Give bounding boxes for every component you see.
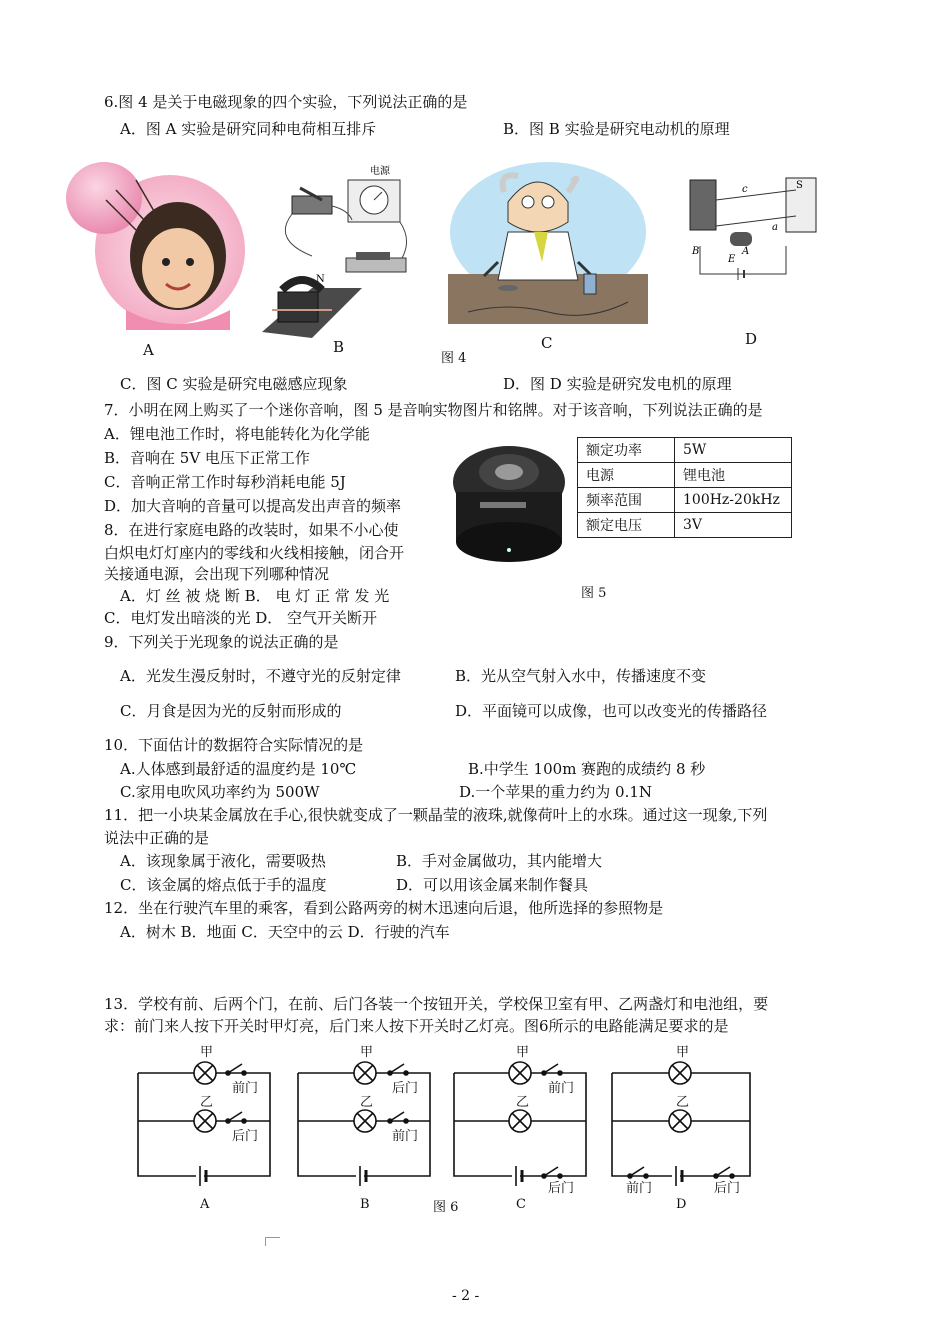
spec-key: 额定电压 — [578, 513, 675, 538]
a-yi: 乙 — [200, 1095, 214, 1110]
figure-6-circuits — [130, 1040, 770, 1220]
d-letter-s: S — [796, 180, 803, 191]
q9-stem: 9．下列关于光现象的说法正确的是 — [104, 633, 339, 651]
q9-option-d: D．平面镜可以成像，也可以改变光的传播路径 — [455, 702, 768, 720]
q7-option-b: B．音响在 5V 电压下正常工作 — [104, 449, 310, 467]
q11-line2: 说法中正确的是 — [104, 829, 210, 847]
corner-mark — [265, 1237, 280, 1246]
figure-4d-generator — [686, 170, 826, 280]
q12-stem: 12．坐在行驶汽车里的乘客，看到公路两旁的树木迅速向后退，他所选择的参照物是 — [104, 899, 664, 917]
c-back: 后门 — [548, 1181, 575, 1196]
q7-option-d: D．加大音响的音量可以提高发出声音的频率 — [104, 497, 402, 515]
figure-4b-apparatus — [252, 160, 432, 350]
d-letter-a2: A — [742, 246, 750, 257]
q13-line1: 13．学校有前、后两个门，在前、后门各装一个按钮开关，学校保卫室有甲、乙两盏灯和电池组，要 — [104, 995, 769, 1013]
figure-4-caption: 图 4 — [441, 351, 467, 366]
circuit-d — [612, 1062, 750, 1186]
c-jia: 甲 — [516, 1045, 530, 1060]
d-letter-c: c — [742, 184, 748, 195]
c-yi: 乙 — [516, 1095, 530, 1110]
d-yi: 乙 — [676, 1095, 690, 1110]
c-front: 前门 — [548, 1081, 575, 1096]
spec-key: 额定功率 — [578, 438, 675, 463]
q10-option-c: C.家用电吹风功率约为 500W — [120, 783, 320, 801]
spec-key: 频率范围 — [578, 488, 675, 513]
q6-stem: 6.图 4 是关于电磁现象的四个实验，下列说法正确的是 — [104, 93, 468, 111]
d-letter-b: B — [692, 246, 700, 257]
page-number: - 2 - — [452, 1288, 480, 1304]
figure-6-caption: 图 6 — [433, 1200, 459, 1215]
figure-5-speaker — [450, 442, 568, 566]
spec-value: 3V — [675, 513, 792, 538]
d-back: 后门 — [714, 1181, 741, 1196]
power-label: 电源 — [370, 166, 390, 177]
spec-value: 100Hz-20kHz — [675, 488, 792, 513]
spec-row — [578, 513, 792, 538]
a-front: 前门 — [232, 1081, 259, 1096]
q8-options-ab: A．灯 丝 被 烧 断 B． 电 灯 正 常 发 光 — [120, 587, 390, 605]
q8-line3: 关接通电源，会出现下列哪种情况 — [104, 565, 330, 583]
b-front: 前门 — [392, 1129, 419, 1144]
q11-option-d: D．可以用该金属来制作餐具 — [396, 876, 589, 894]
spec-value: 锂电池 — [675, 463, 792, 488]
q6-option-b: B．图 B 实验是研究电动机的原理 — [503, 120, 730, 138]
spec-row — [578, 488, 792, 513]
spec-row — [578, 438, 792, 463]
q8-line1: 8．在进行家庭电路的改装时，如果不小心使 — [104, 521, 399, 539]
q8-options-cd: C．电灯发出暗淡的光 D． 空气开关断开 — [104, 609, 378, 627]
spec-value: 5W — [675, 438, 792, 463]
q10-option-b: B.中学生 100m 赛跑的成绩约 8 秒 — [468, 760, 706, 778]
d-letter-e: E — [728, 254, 736, 265]
q10-option-a: A.人体感到最舒适的温度约是 10℃ — [120, 760, 357, 778]
q7-option-a: A．锂电池工作时，将电能转化为化学能 — [104, 425, 370, 443]
q10-option-d: D.一个苹果的重力约为 0.1N — [459, 783, 653, 801]
north-pole-label: N — [316, 274, 325, 285]
q9-option-c: C．月食是因为光的反射而形成的 — [120, 702, 342, 720]
figure-4d-label: D — [745, 330, 758, 348]
q9-option-b: B．光从空气射入水中，传播速度不变 — [455, 667, 707, 685]
figure-4c-label: C — [541, 334, 553, 352]
d-jia: 甲 — [676, 1045, 690, 1060]
figure-4a-balloon-girl — [66, 160, 246, 330]
b-jia: 甲 — [360, 1045, 374, 1060]
a-jia: 甲 — [200, 1045, 214, 1060]
q11-line1: 11．把一小块某金属放在手心,很快就变成了一颗晶莹的液珠,就像荷叶上的水珠。通过这一现象,下列 — [104, 806, 768, 824]
figure-4a-label: A — [143, 341, 154, 359]
b-back: 后门 — [392, 1081, 419, 1096]
a-back: 后门 — [232, 1129, 259, 1144]
q6-option-c: C．图 C 实验是研究电磁感应现象 — [120, 375, 348, 393]
speaker-spec-table — [577, 437, 792, 538]
figure-4c-scientist — [448, 162, 648, 332]
q10-stem: 10．下面估计的数据符合实际情况的是 — [104, 736, 364, 754]
q12-options: A．树木 B．地面 C．天空中的云 D．行驶的汽车 — [120, 923, 450, 941]
q9-option-a: A．光发生漫反射时，不遵守光的反射定律 — [120, 667, 401, 685]
b-label: B — [360, 1197, 370, 1212]
q6-option-d: D．图 D 实验是研究发电机的原理 — [503, 375, 732, 393]
spec-row — [578, 463, 792, 488]
a-label: A — [200, 1197, 210, 1212]
b-yi: 乙 — [360, 1095, 374, 1110]
q6-option-a: A．图 A 实验是研究同种电荷相互排斥 — [120, 120, 377, 138]
spec-key: 电源 — [578, 463, 675, 488]
d-front: 前门 — [626, 1181, 653, 1196]
q13-line2: 求：前门来人按下开关时甲灯亮，后门来人按下开关时乙灯亮。图6所示的电路能满足要求的是 — [104, 1017, 729, 1035]
d-letter-a: a — [772, 222, 778, 233]
q7-option-c: C．音响正常工作时每秒消耗电能 5J — [104, 473, 346, 491]
q7-stem: 7．小明在网上购买了一个迷你音响，图 5 是音响实物图片和铭牌。对于该音响，下列说法正确的是 — [104, 401, 763, 419]
q8-line2: 白炽电灯灯座内的零线和火线相接触，闭合开 — [104, 544, 405, 562]
d-label: D — [676, 1197, 687, 1212]
q11-option-c: C．该金属的熔点低于手的温度 — [120, 876, 327, 894]
figure-4b-label: B — [333, 338, 345, 356]
q11-option-a: A．该现象属于液化，需要吸热 — [120, 852, 326, 870]
figure-5-caption: 图 5 — [581, 586, 607, 601]
q11-option-b: B．手对金属做功，其内能增大 — [396, 852, 603, 870]
c-label: C — [516, 1197, 526, 1212]
